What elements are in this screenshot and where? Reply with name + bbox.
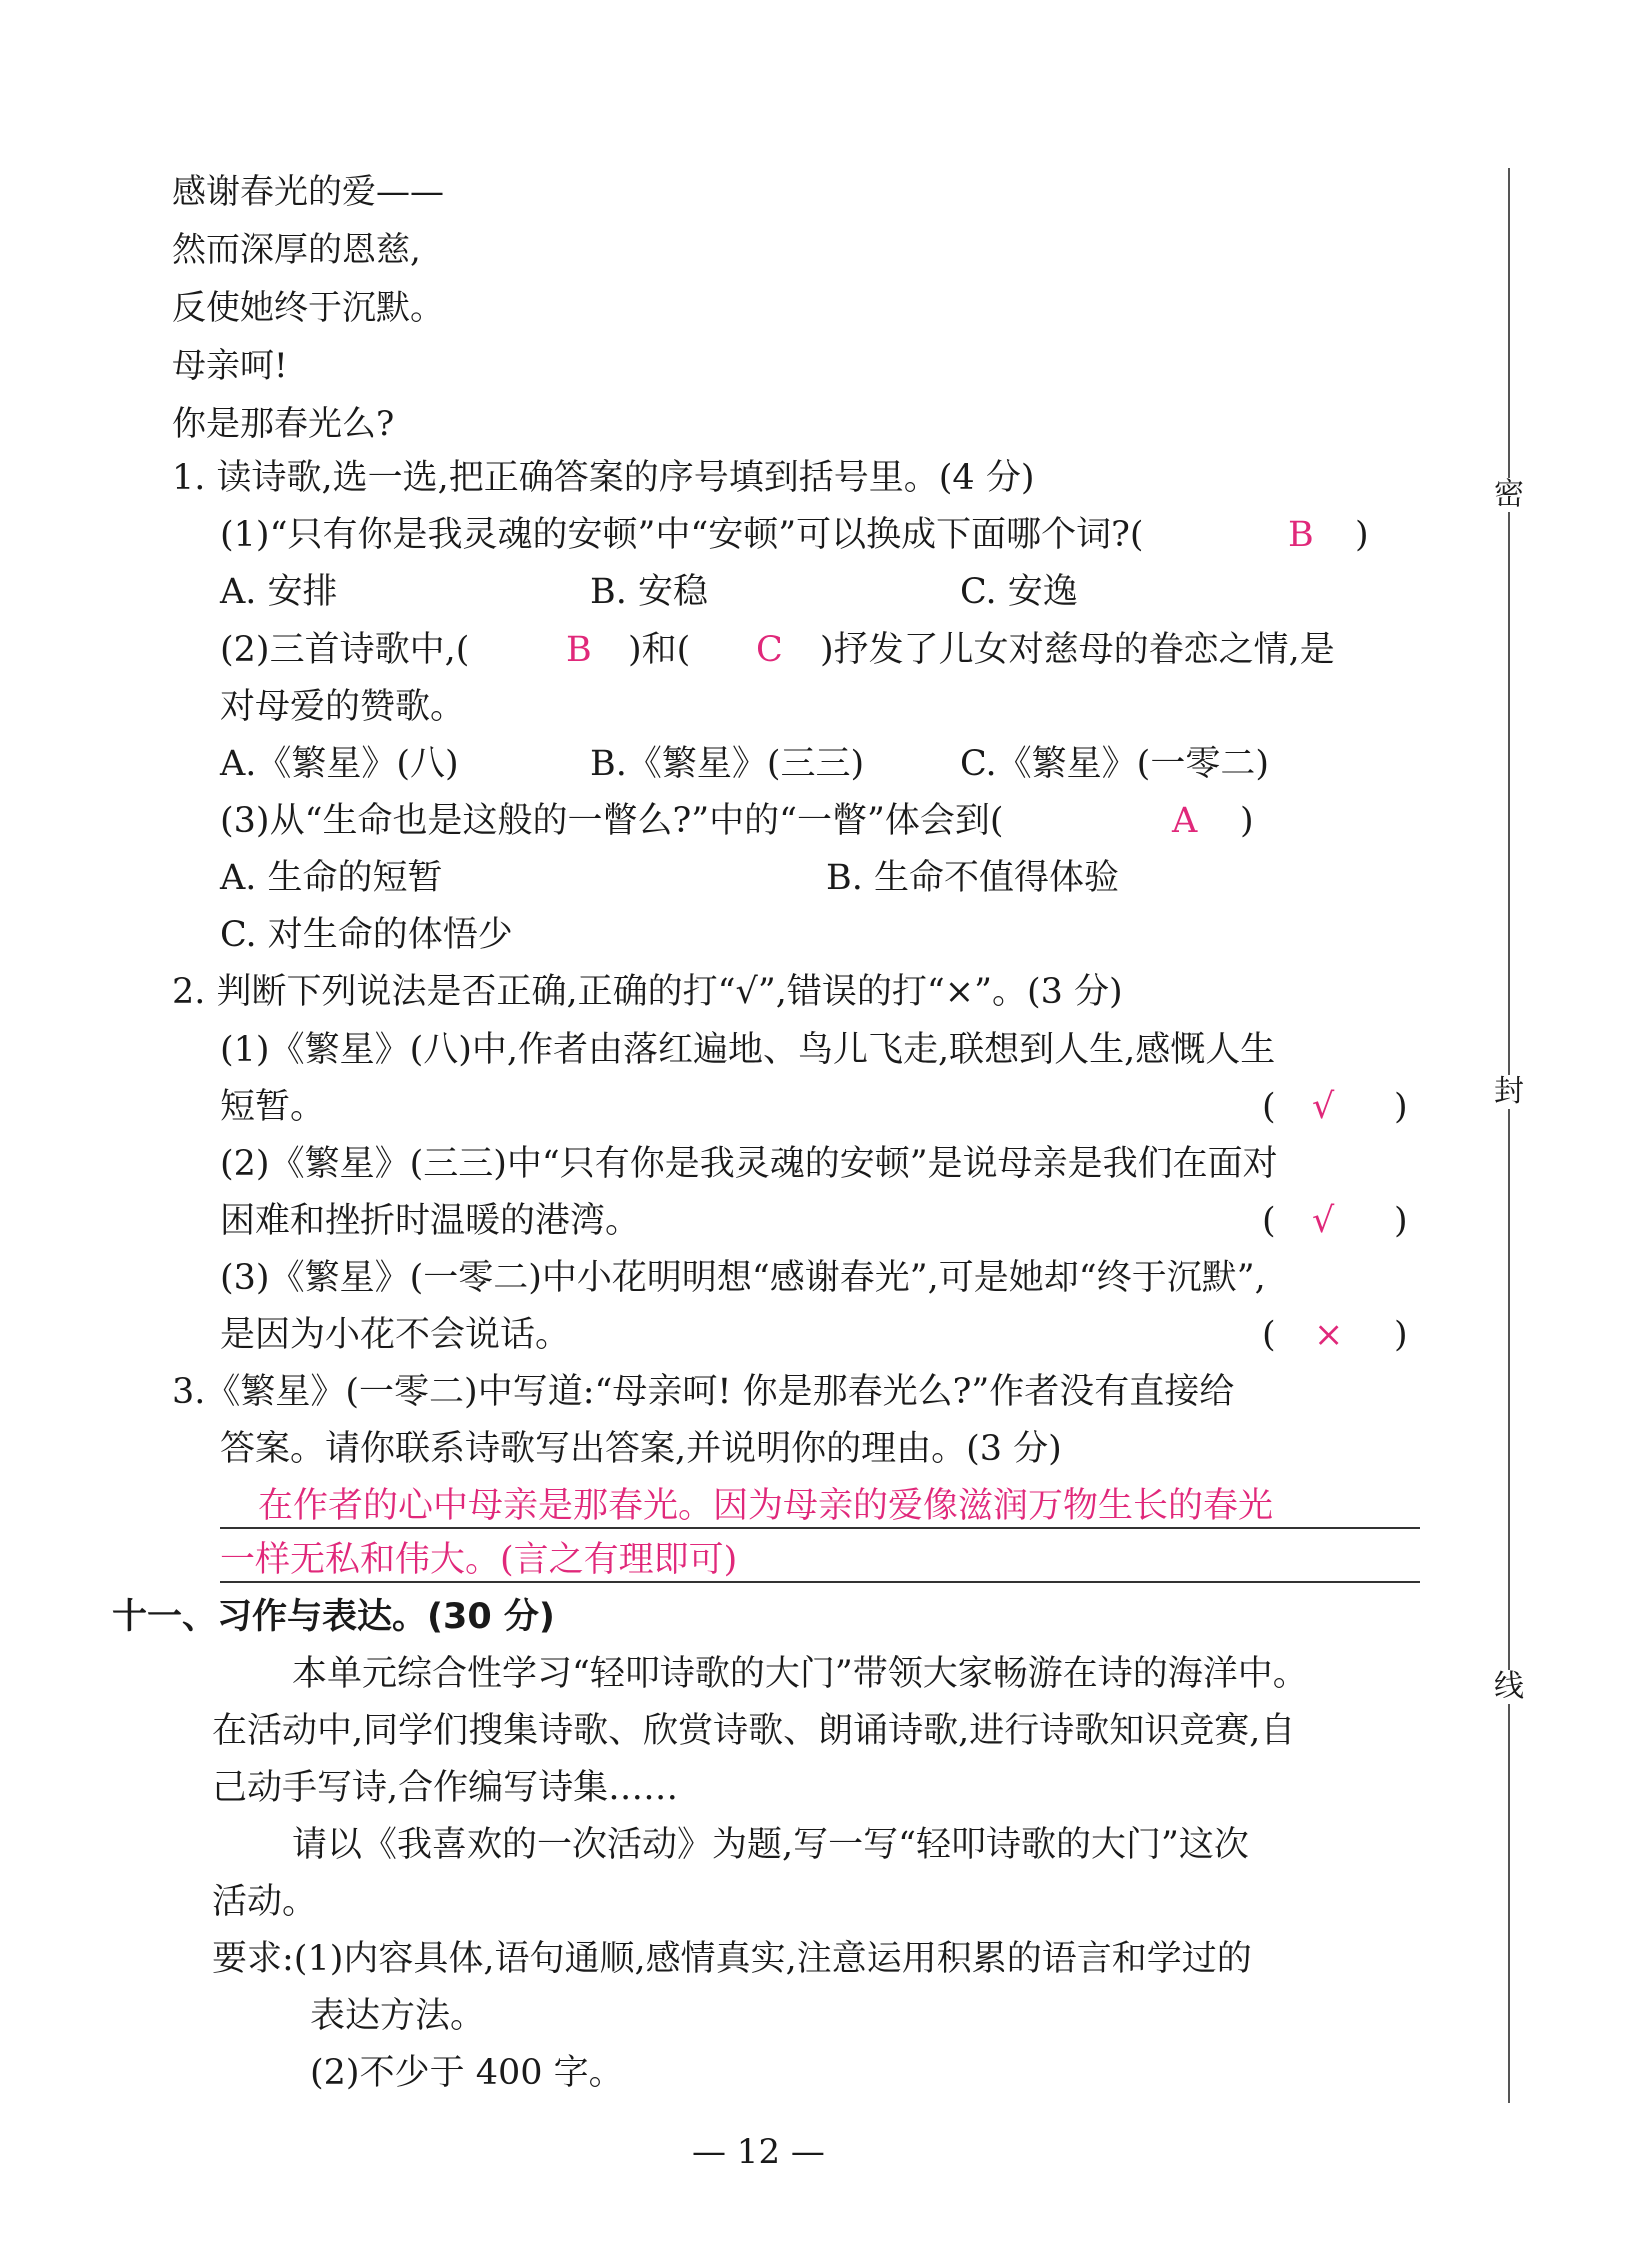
q2-stem: 2. 判断下列说法是否正确,正确的打“√”,错误的打“×”。(3 分)	[172, 972, 1123, 1012]
section-11-requirement-1-cont: 表达方法。	[310, 1996, 486, 2036]
q1-s2-option-c: C.《繁星》(一零二)	[960, 744, 1269, 784]
q3-answer-line-1: 在作者的心中母亲是那春光。因为母亲的爱像滋润万物生长的春光	[258, 1486, 1274, 1526]
section-11-p1-line2: 在活动中,同学们搜集诗歌、欣赏诗歌、朗诵诗歌,进行诗歌知识竞赛,自	[212, 1711, 1296, 1751]
binding-char-xian: 线	[1490, 1670, 1528, 1704]
q2-item-2-answer: √	[1312, 1201, 1335, 1241]
q1-s1-text: (1)“只有你是我灵魂的安顿”中“安顿”可以换成下面哪个词?(	[220, 515, 1144, 555]
q1-s2-pre: (2)三首诗歌中,(	[220, 630, 470, 670]
q1-s3-close: )	[1240, 801, 1254, 841]
q1-s1-close: )	[1355, 515, 1369, 555]
q3-answer-line-2: 一样无私和伟大。(言之有理即可)	[220, 1540, 738, 1580]
q1-s3-answer: A	[1172, 801, 1198, 841]
q1-s2-option-b: B.《繁星》(三三)	[590, 744, 865, 784]
q3-line-2: 答案。请你联系诗歌写出答案,并说明你的理由。(3 分)	[220, 1429, 1062, 1469]
q1-s3-option-b: B. 生命不值得体验	[826, 858, 1119, 898]
q1-s1-option-b: B. 安稳	[590, 572, 708, 612]
binding-char-mi: 密	[1490, 478, 1528, 512]
poem-line-3: 反使她终于沉默。	[172, 288, 444, 328]
q2-item-2-line2: 困难和挫折时温暖的港湾。	[220, 1201, 641, 1241]
q2-item-1-answer: √	[1312, 1087, 1335, 1127]
q1-s2-answer-1: B	[566, 630, 592, 670]
binding-char-feng: 封	[1490, 1075, 1528, 1109]
q1-s2-option-a: A.《繁星》(八)	[220, 744, 459, 784]
q1-stem: 1. 读诗歌,选一选,把正确答案的序号填到括号里。(4 分)	[172, 458, 1035, 498]
q1-s1-option-c: C. 安逸	[960, 572, 1078, 612]
poem-line-2: 然而深厚的恩慈,	[172, 230, 421, 270]
section-11-heading: 十一、习作与表达。(30 分)	[112, 1597, 555, 1637]
q2-item-1-open: (	[1262, 1087, 1276, 1127]
poem-line-4: 母亲呵!	[172, 346, 288, 386]
section-11-p1-line3: 己动手写诗,合作编写诗集……	[212, 1768, 679, 1808]
section-11-p2-line1: 请以《我喜欢的一次活动》为题,写一写“轻叩诗歌的大门”这次	[292, 1825, 1249, 1865]
q1-s3-option-c: C. 对生命的体悟少	[220, 915, 513, 955]
poem-line-5: 你是那春光么?	[172, 404, 395, 444]
q2-item-2-close: )	[1394, 1201, 1408, 1241]
answer-underline-1	[220, 1527, 1420, 1529]
q1-s2-post: )抒发了儿女对慈母的眷恋之情,是	[820, 630, 1335, 670]
section-11-p1-line1: 本单元综合性学习“轻叩诗歌的大门”带领大家畅游在诗的海洋中。	[292, 1654, 1308, 1694]
q2-item-3-line1: (3)《繁星》(一零二)中小花明明想“感谢春光”,可是她却“终于沉默”,	[220, 1258, 1266, 1298]
page-number: — 12 —	[692, 2132, 825, 2172]
q2-item-3-open: (	[1262, 1315, 1276, 1355]
q2-item-2-open: (	[1262, 1201, 1276, 1241]
answer-underline-2	[220, 1581, 1420, 1583]
q2-item-1-line2: 短暂。	[220, 1087, 326, 1127]
q1-s1-option-a: A. 安排	[220, 572, 338, 612]
section-11-p2-line2: 活动。	[212, 1882, 318, 1922]
q1-s2-mid: )和(	[628, 630, 691, 670]
q2-item-1-line1: (1)《繁星》(八)中,作者由落红遍地、鸟儿飞走,联想到人生,感慨人生	[220, 1030, 1276, 1070]
q2-item-3-close: )	[1394, 1315, 1408, 1355]
q1-s1-answer: B	[1288, 515, 1314, 555]
section-11-requirement-1: 要求:(1)内容具体,语句通顺,感情真实,注意运用积累的语言和学过的	[212, 1939, 1252, 1979]
q1-s2-line2: 对母爱的赞歌。	[220, 687, 466, 727]
q1-s3-option-a: A. 生命的短暂	[220, 858, 443, 898]
q1-s2-answer-2: C	[756, 630, 783, 670]
q2-item-1-close: )	[1394, 1087, 1408, 1127]
poem-line-1: 感谢春光的爱——	[172, 172, 444, 212]
section-11-requirement-2: (2)不少于 400 字。	[310, 2053, 624, 2093]
q3-line-1: 3.《繁星》(一零二)中写道:“母亲呵! 你是那春光么?”作者没有直接给	[172, 1372, 1235, 1412]
q1-s3-text: (3)从“生命也是这般的一瞥么?”中的“一瞥”体会到(	[220, 801, 1004, 841]
q2-item-3-line2: 是因为小花不会说话。	[220, 1315, 571, 1355]
binding-line	[1508, 168, 1510, 2103]
q2-item-2-line1: (2)《繁星》(三三)中“只有你是我灵魂的安顿”是说母亲是我们在面对	[220, 1144, 1278, 1184]
q2-item-3-answer: ×	[1314, 1315, 1344, 1355]
